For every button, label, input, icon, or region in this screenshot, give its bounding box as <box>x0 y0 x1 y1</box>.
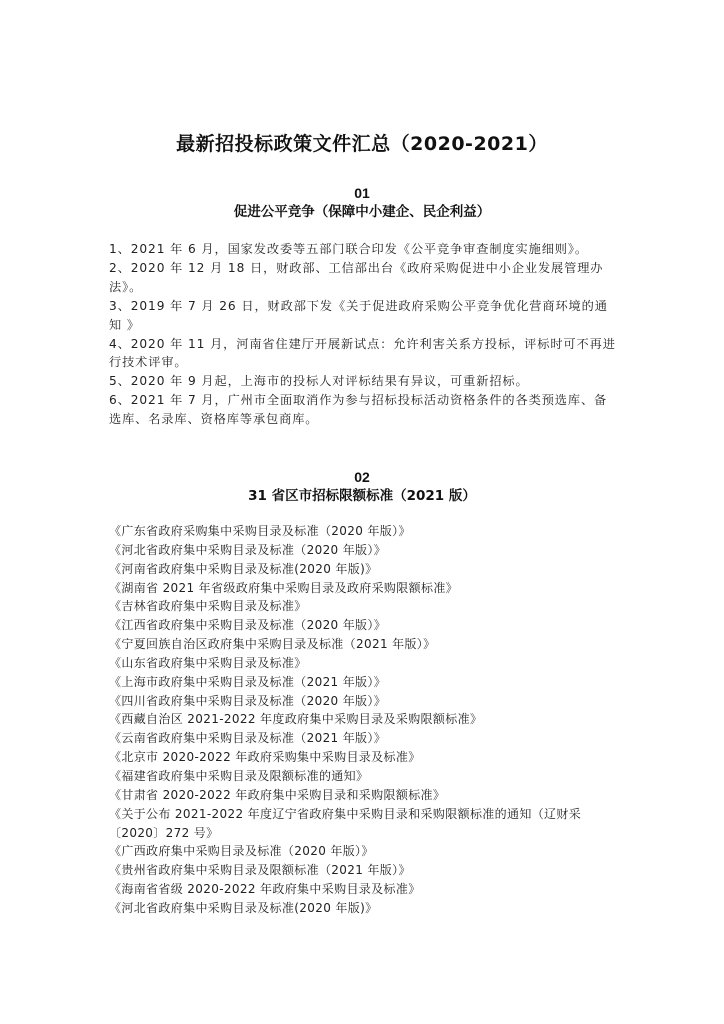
section-1-item: 6、2021 年 7 月，广州市全面取消作为参与招标投标活动资格条件的各类预选库、备选库、名录库、资格库等承包商库。 <box>109 393 608 427</box>
section-2-item: 《海南省省级 2020-2022 年政府集中采购目录及标准》 <box>109 882 421 897</box>
section-2-item: 《广西政府集中采购目录及标准（2020 年版）》 <box>109 844 374 859</box>
section-1-item: 2、2020 年 12 月 18 日，财政部、工信部出台《政府采购促进中小企业发展管理办法》。 <box>109 260 604 294</box>
section-2-item: 《广东省政府采购集中采购目录及标准（2020 年版）》 <box>109 524 411 538</box>
section-2-item: 《云南省政府集中采购目录及标准（2021 年版）》 <box>109 731 387 746</box>
section-2-item: 《河北省政府集中采购目录及标准（2020 年版）》 <box>109 542 387 557</box>
section-2-item: 《福建省政府集中采购目录及限额标准的通知》 <box>109 768 369 783</box>
section-1-item: 4、2020 年 11 月，河南省住建厅开展新试点：允许利害关系方投标，评标时可不再进行技术评审。 <box>109 336 616 370</box>
section-2-item: 《西藏自治区 2021-2022 年度政府集中采购目录及采购限额标准》 <box>109 712 483 727</box>
section-2-item: 《山东省政府集中采购目录及标准》 <box>109 655 307 670</box>
section-1-title: 促进公平竞争（保障中小建企、民企利益） <box>233 204 491 220</box>
section-2-item: 《河南省政府集中采购目录及标准(2020 年版)》 <box>109 561 378 576</box>
section-2-number: 02 <box>354 469 370 485</box>
section-2-item: 《关于公布 2021-2022 年度辽宁省政府集中采购目录和采购限额标准的通知（辽财采〔2020〕272 号》 <box>109 806 582 840</box>
section-2-item: 《四川省政府集中采购目录及标准（2020 年版）》 <box>109 693 387 708</box>
section-2-item: 《吉林省政府集中采购目录及标准》 <box>109 599 307 614</box>
section-2-item: 《贵州省政府集中采购目录及限额标准（2021 年版）》 <box>109 863 411 878</box>
section-1-item: 5、2020 年 9 月起，上海市的投标人对评标结果有异议，可重新招标。 <box>109 374 529 389</box>
section-2-item: 《上海市政府集中采购目录及标准（2021 年版）》 <box>109 674 387 689</box>
section-2-item: 《湖南省 2021 年省级政府集中采购目录及政府采购限额标准》 <box>109 580 459 595</box>
section-2-item: 《江西省政府集中采购目录及标准（2020 年版）》 <box>109 618 387 633</box>
section-1-list <box>109 240 619 429</box>
section-1-item: 3、2019 年 7 月 26 日，财政部下发《关于促进政府采购公平竞争优化营商环境的通知 》 <box>109 298 608 332</box>
section-2-title: 31 省区市招标限额标准（2021 版） <box>248 488 476 504</box>
section-2-list <box>109 522 624 918</box>
document-title: 最新招投标政策文件汇总（2020-2021） <box>176 133 548 155</box>
section-2-item: 《甘肃省 2020-2022 年政府集中采购目录和采购限额标准》 <box>109 787 446 802</box>
section-1-number: 01 <box>354 185 370 201</box>
section-1-item: 1、2021 年 6 月，国家发改委等五部门联合印发《公平竞争审查制度实施细则》。 <box>109 242 588 256</box>
section-2-item: 《宁夏回族自治区政府集中采购目录及标准（2021 年版）》 <box>109 637 436 652</box>
section-2-item: 《北京市 2020-2022 年政府采购集中采购目录及标准》 <box>109 750 421 765</box>
section-2-item: 《河北省政府集中采购目录及标准(2020 年版)》 <box>109 900 378 915</box>
